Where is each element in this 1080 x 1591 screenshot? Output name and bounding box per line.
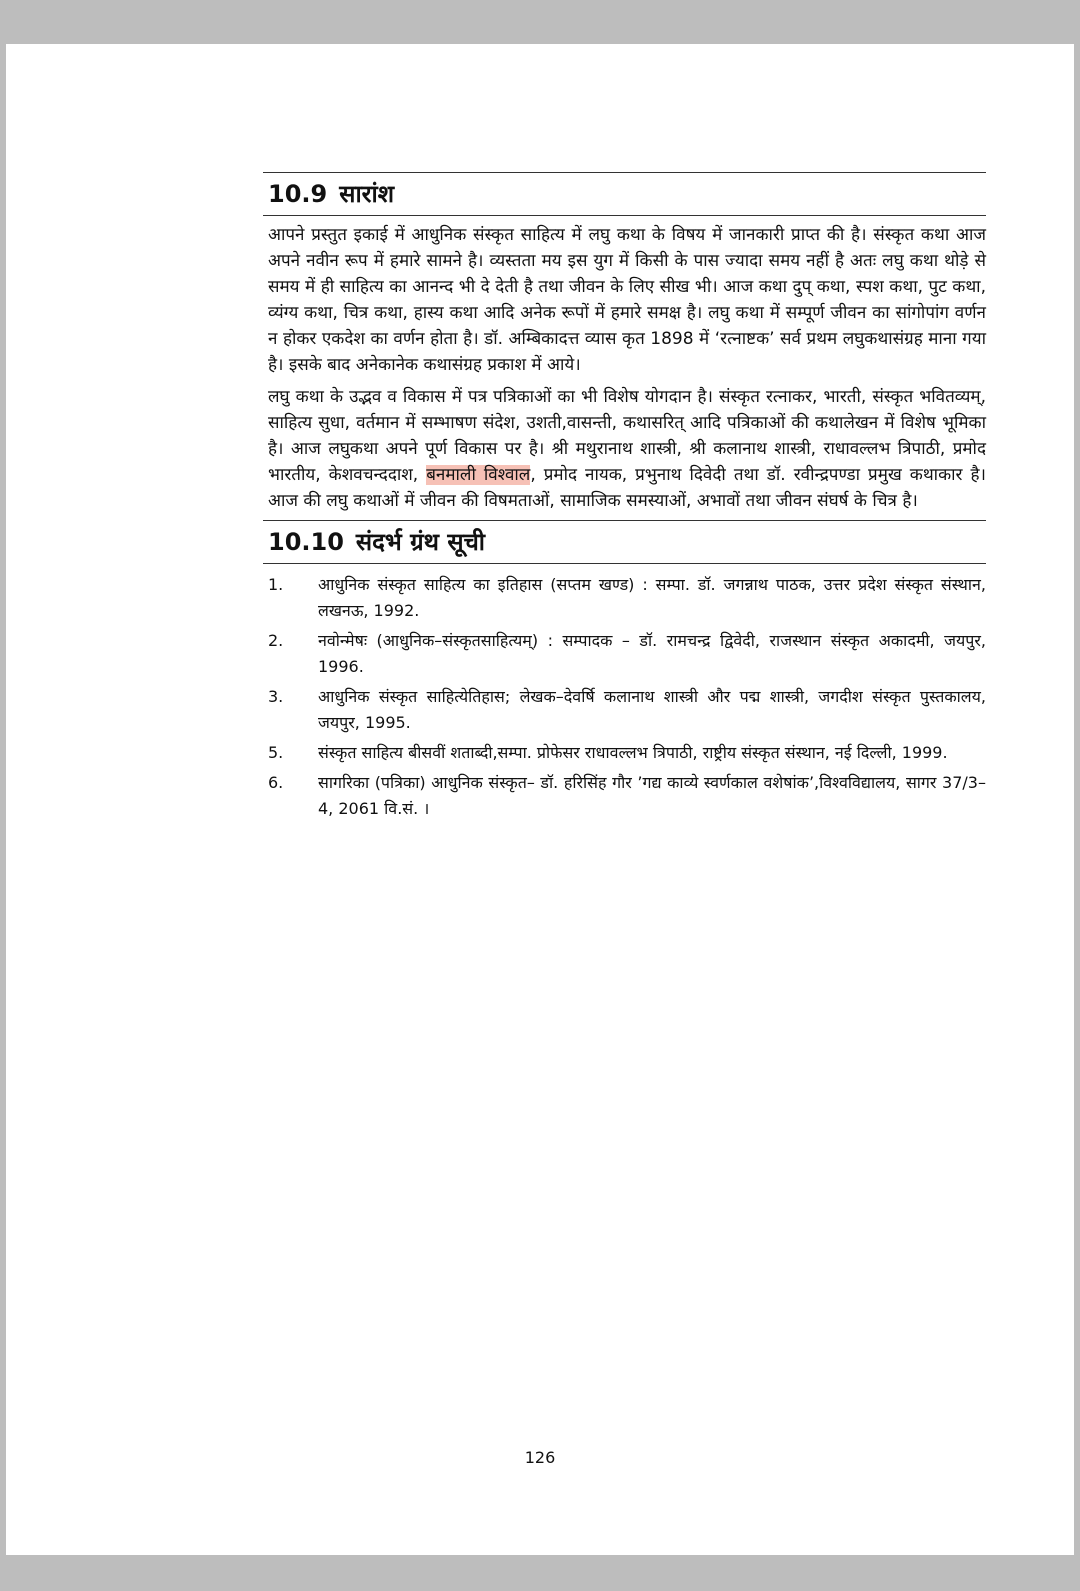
reference-text: आधुनिक संस्कृत साहित्येतिहास; लेखक–देवर्षि कलानाथ शास्त्री और पद्म शास्त्री, जगदीश संस्कृत पुस्तकालय, जयपुर, 1995.	[318, 687, 986, 732]
reference-item	[268, 770, 986, 822]
section-rule	[263, 215, 986, 216]
section-heading-references	[268, 525, 986, 559]
reference-number: 5.	[268, 743, 284, 762]
document-page	[6, 44, 1074, 1555]
reference-list	[268, 572, 986, 822]
page-number: 126	[524, 1448, 556, 1467]
reference-item	[268, 740, 986, 766]
section-number: 10.9	[268, 180, 328, 208]
section-rule	[263, 563, 986, 564]
paragraph-text: , प्रमोद नायक, प्रभुनाथ दिवेदी तथा डॉ. रवीन्द्रपण्डा प्रमुख कथाकार है। आज की लघु कथाओं में जीवन की विषमताओं, सामाजिक समस्याओं, अभावों तथा जीवन संघर्ष के चित्र है।	[268, 465, 986, 511]
reference-item	[268, 628, 986, 680]
section-title: संदर्भ ग्रंथ सूची	[355, 528, 486, 556]
summary-paragraph-2	[268, 384, 986, 514]
reference-text: आधुनिक संस्कृत साहित्य का इतिहास (सप्तम खण्ड) : सम्पा. डॉ. जगन्नाथ पाठक, उत्तर प्रदेश संस्कृत संस्थान, लखनऊ, 1992.	[318, 575, 986, 620]
summary-paragraph-1: आपने प्रस्तुत इकाई में आधुनिक संस्कृत साहित्य में लघु कथा के विषय में जानकारी प्राप्त की है। संस्कृत कथा आज अपने नवीन रूप में हमारे सामने है। व्यस्तता मय इस युग में किसी के पास ज्यादा समय नहीं है अतः लघु कथा थोड़े से समय में ही साहित्य का आनन्द भी दे देती है तथा जीवन के लिए सीख भी। आज कथा दुप् कथा, स्पश कथा, पुट कथा, व्यंग्य कथा, चित्र कथा, हास्य कथा आदि अनेक रूपों में हमारे समक्ष है। लघु कथा में सम्पूर्ण जीवन का सांगोपांग वर्णन न होकर एकदेश का वर्णन होता है। डॉ. अम्बिकादत्त व्यास कृत 1898 में ‘रत्नाष्टक’ सर्व प्रथम लघुकथासंग्रह माना गया है। इसके बाद अनेकानेक कथासंग्रह प्रकाश में आये।	[268, 225, 986, 375]
section-rule	[263, 520, 986, 521]
section-number: 10.10	[268, 528, 344, 556]
reference-item	[268, 684, 986, 736]
section-heading-summary	[268, 177, 986, 211]
reference-text: संस्कृत साहित्य बीसवीं शताब्दी,सम्पा. प्रोफेसर राधावल्लभ त्रिपाठी, राष्ट्रीय संस्कृत संस्थान, नई दिल्ली, 1999.	[318, 743, 948, 762]
paragraph-text: लघु कथा के उद्भव व विकास में पत्र पत्रिकाओं का भी विशेष योगदान है। संस्कृत रत्नाकर, भारती, संस्कृत भवितव्यम्, साहित्य सुधा, वर्तमान में सम्भाषण संदेश, उशती,वासन्ती, कथासरित् आदि पत्रिकाओं की कथालेखन में विशेष भूमिका है। आज लघुकथा अपने पूर्ण विकास पर है। श्री मथुरानाथ शास्त्री, श्री कलानाथ शास्त्री, राधावल्लभ त्रिपाठी, प्रमोद भारतीय, केशवचन्ददाश,	[268, 387, 986, 485]
section-title: सारांश	[339, 180, 395, 208]
reference-number: 1.	[268, 575, 284, 594]
reference-item	[268, 572, 986, 624]
reference-number: 2.	[268, 631, 284, 650]
reference-number: 3.	[268, 687, 284, 706]
highlighted-text[interactable]: बनमाली विश्वाल	[426, 465, 531, 485]
reference-text: नवोन्मेषः (आधुनिक–संस्कृतसाहित्यम्) : सम्पादक – डॉ. रामचन्द्र द्विवेदी, राजस्थान संस्कृत अकादमी, जयपुर, 1996.	[318, 631, 986, 676]
page-content	[263, 172, 986, 826]
section-rule	[263, 172, 986, 173]
reference-number: 6.	[268, 773, 284, 792]
reference-text: सागरिका (पत्रिका) आधुनिक संस्कृत– डॉ. हरिसिंह गौर ’गद्य काव्ये स्वर्णकाल वशेषांक’,विश्वविद्यालय, सागर 37/3–4, 2061 वि.सं. ।	[318, 773, 986, 818]
